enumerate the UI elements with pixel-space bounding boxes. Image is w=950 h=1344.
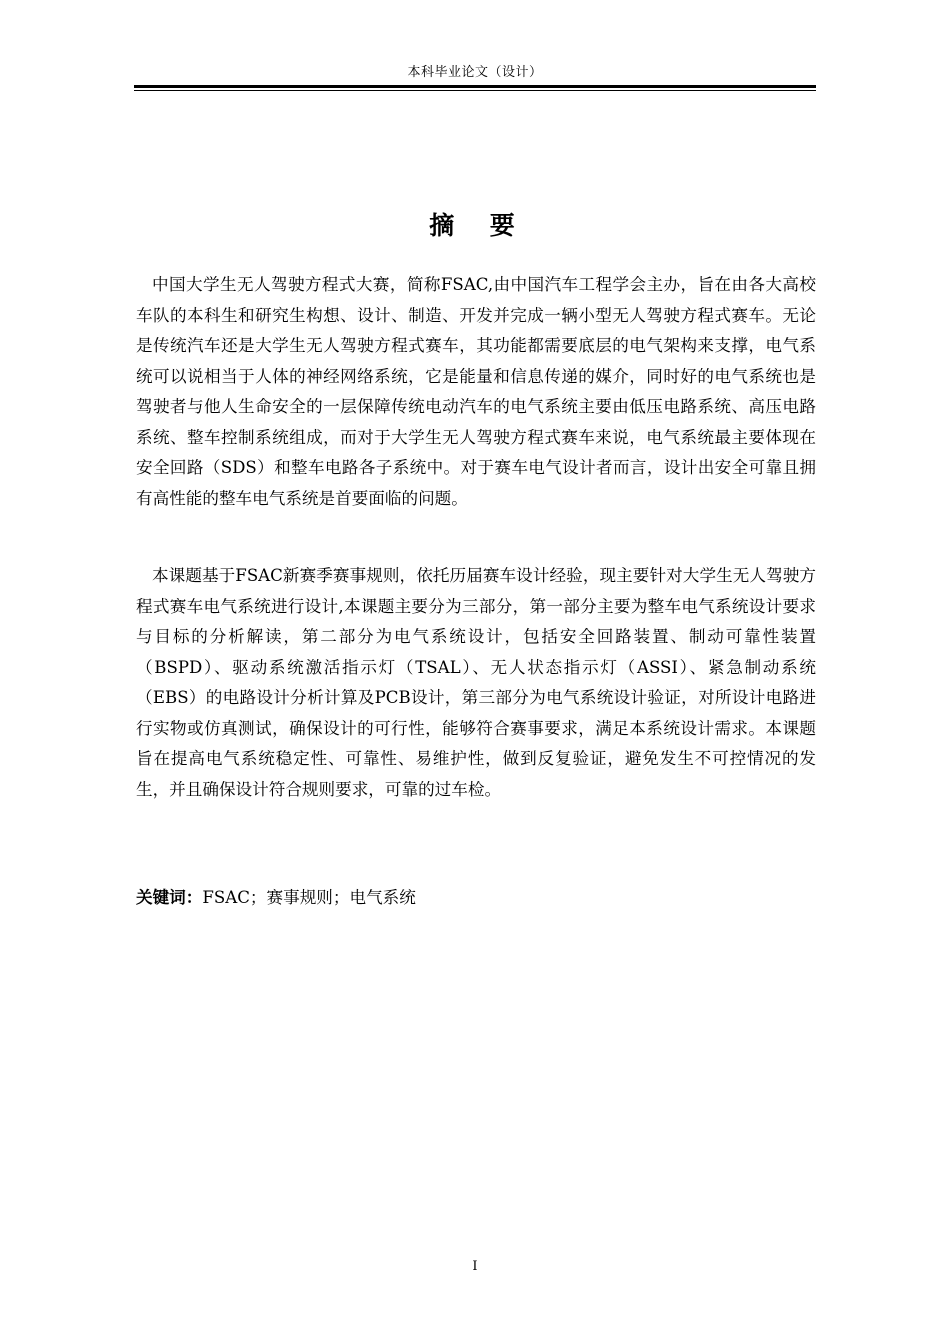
header-rule-thin	[134, 90, 816, 91]
abstract-paragraph-2: 本课题基于FSAC新赛季赛事规则，依托历届赛车设计经验，现主要针对大学生无人驾驶方程式赛车电气系统进行设计,本课题主要分为三部分，第一部分主要为整车电气系统设计要求与目标的分析解读，第二部分为电气系统设计，包括安全回路装置、制动可靠性装置（BSPD）、驱动系统激活指示灯（TSAL）、无人状态指示灯（ASSI）、紧急制动系统（EBS）的电路设计分析计算及PCB设计，第三部分为电气系统设计验证，对所设计电路进行实物或仿真测试，确保设计的可行性，能够符合赛事要求，满足本系统设计需求。本课题旨在提高电气系统稳定性、可靠性、易维护性，做到反复验证，避免发生不可控情况的发生，并且确保设计符合规则要求，可靠的过车检。	[136, 566, 816, 799]
abstract-paragraph-1: 中国大学生无人驾驶方程式大赛，简称FSAC,由中国汽车工程学会主办，旨在由各大高校车队的本科生和研究生构想、设计、制造、开发并完成一辆小型无人驾驶方程式赛车。无论是传统汽车还是大学生无人驾驶方程式赛车，其功能都需要底层的电气架构来支撑，电气系统可以说相当于人体的神经网络系统，它是能量和信息传递的媒介，同时好的电气系统也是驾驶者与他人生命安全的一层保障传统电动汽车的电气系统主要由低压电路系统、高压电路系统、整车控制系统组成，而对于大学生无人驾驶方程式赛车来说，电气系统最主要体现在安全回路（SDS）和整车电路各子系统中。对于赛车电气设计者而言，设计出安全可靠且拥有高性能的整车电气系统是首要面临的问题。	[136, 275, 816, 508]
abstract-title: 摘 要	[429, 211, 521, 240]
running-header: 本科毕业论文（设计）	[407, 65, 543, 80]
header-rule	[134, 85, 816, 88]
page-number: I	[472, 1259, 478, 1274]
keywords-label: 关键词：	[136, 888, 203, 907]
keywords-value: FSAC；赛事规则；电气系统	[202, 888, 416, 907]
keywords-line	[136, 883, 816, 913]
